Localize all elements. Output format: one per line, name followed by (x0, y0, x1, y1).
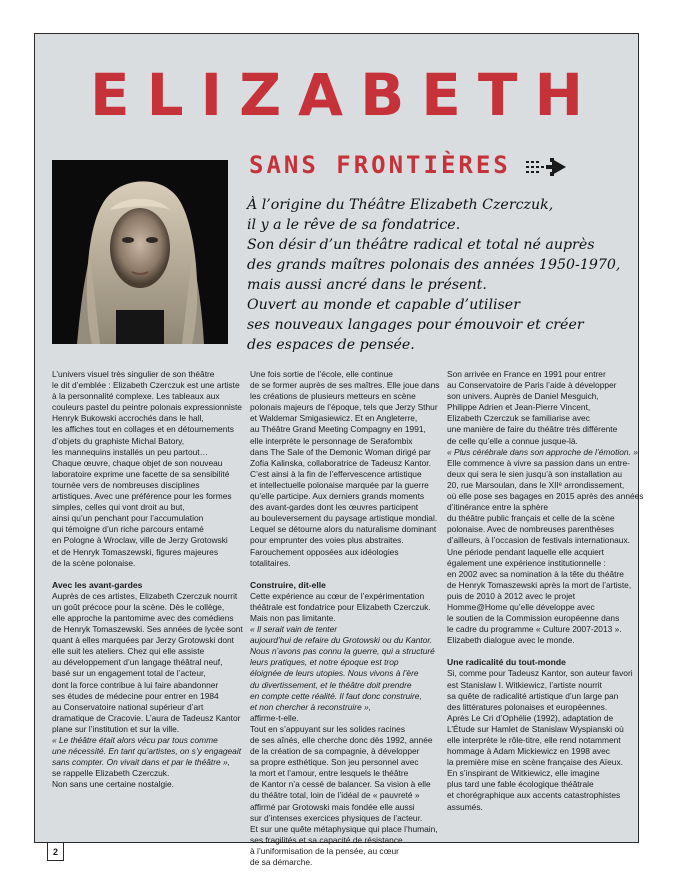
text-line: Après Le Cri d’Ophélie (1992), adaptation de (447, 712, 614, 723)
text-line: Elizabeth Czerczuk se familiarise avec (447, 413, 590, 424)
page-title: ELIZABETH (89, 61, 601, 129)
text-line: et chorégraphique aux accents catastrophistes (447, 790, 621, 801)
text-line: Zofia Kalinska, collaboratrice de Tadeusz Kantor. (250, 457, 431, 468)
text-line: de sa démarche. (250, 857, 313, 868)
text-line: des avant-gardes dont les œuvres participent (250, 502, 419, 513)
text-line: plane sur l’institution et sur la ville. (52, 723, 180, 734)
text-line: à l’uniformisation de la pensée, au cœur (250, 845, 399, 856)
text-line: en Pologne à Wroclaw, ville de Jerzy Grotowski (52, 535, 228, 546)
section-heading: Une radicalité du tout-monde (447, 657, 566, 668)
text-line: et de Henryk Tomaszewski, figures majeures (52, 546, 219, 557)
text-line: théâtrale est fondatrice pour Elizabeth Czerczuk. (250, 601, 431, 612)
text-line: L’Étude sur Hamlet de Stanislaw Wyspianski où (447, 723, 624, 734)
text-line: polonais majeurs de l’époque, tels que Jerzy Sthur (250, 402, 438, 413)
article-column-2 (250, 369, 440, 868)
text-line: laboratoire exprime une facette de sa sensibilité (52, 468, 230, 479)
text-line: une nécessité. En tant qu’artistes, on s’y engageait (52, 746, 242, 757)
text-line: le cadre du programme « Culture 2007-2013 ». (447, 624, 622, 635)
text-line: sa propre esthétique. Son jeu personnel avec (250, 757, 419, 768)
text-line: Elizabeth dialogue avec le monde. (447, 635, 575, 646)
text-line: des littératures polonaises et européennes. (447, 701, 608, 712)
text-line: tournée vers de nombreuses disciplines (52, 479, 200, 490)
text-line: totalitaires. (250, 557, 291, 568)
text-line: sans compter. On vivait dans et par le théâtre », (52, 757, 230, 768)
text-line: dont la force contribue à lui faire abandonner (52, 679, 219, 690)
text-line: de la création de sa compagnie, à développer (250, 746, 420, 757)
text-line: du divertissement, et le théâtre doit prendre (250, 679, 412, 690)
text-line: polonaise. Avec de nombreuses parenthèses (447, 524, 614, 535)
text-line: éloignée de leurs utopies. Nous vivons à l’ère (250, 668, 419, 679)
text-line: Une période pendant laquelle elle acquiert (447, 546, 604, 557)
text-line: au développement d’un langage théâtral neuf, (52, 657, 223, 668)
text-line: le dit d’emblée : Elizabeth Czerczuk est une artiste (52, 380, 240, 391)
text-line: Une fois sortie de l’école, elle continue (250, 369, 393, 379)
text-line: quant à elles marquées par Jerzy Grotowski dont (52, 635, 235, 646)
text-line: simples, celles qui vont droit au but, (52, 502, 185, 513)
text-line: également une expérience institutionnelle : (447, 557, 606, 568)
text-line: les créations de plusieurs metteurs en scène (250, 391, 416, 402)
paragraph (52, 590, 243, 791)
paragraph (447, 369, 644, 646)
text-line: d’itinérance entre la sphère (447, 502, 549, 513)
text-line: Farouchement opposées aux idéologies (250, 546, 399, 557)
text-line: d’objets du graphiste Michal Batory, (52, 435, 185, 446)
text-line: Chaque œuvre, chaque objet de son nouveau (52, 457, 223, 468)
text-line: est Stanislaw I. Witkiewicz, l’artiste nourrit (447, 679, 602, 690)
text-line: et intellectuelle polonaise marquée par la guerre (250, 479, 429, 490)
text-line: son univers. Auprès de Daniel Mesguich, (447, 391, 599, 402)
text-line: « Il serait vain de tenter (250, 624, 338, 635)
intro-line: À l’origine du Théâtre Elizabeth Czerczuk, (247, 197, 554, 213)
text-line: C’est ainsi à la fin de l’effervescence artistique (250, 468, 422, 479)
text-line: la mort et l’amour, entre lesquels le théâtre (250, 768, 409, 779)
paragraph (250, 369, 440, 569)
text-line: Son arrivée en France en 1991 pour entrer (447, 369, 606, 379)
paragraph (52, 369, 242, 569)
text-line: plus tard une fable écologique théâtrale (447, 779, 594, 790)
text-line: où elle pose ses bagages en 2015 après des années (447, 491, 644, 502)
text-line: Henryk Bukowski accrochés dans le hall, (52, 413, 204, 424)
text-line: à la personnalité complexe. Les tableaux aux (52, 391, 220, 402)
portrait-photo (52, 160, 228, 344)
text-line: Nous n’avons pas connu la guerre, qui a structuré (250, 646, 435, 657)
text-line: au bouleversement du paysage artistique mondial. (250, 513, 438, 524)
text-line: de Kantor n’a cessé de balancer. Sa vision à elle (250, 779, 431, 790)
text-line: couleurs pastel du peintre polonais expressionniste (52, 402, 242, 413)
intro-text (247, 195, 627, 355)
text-line: puis de 2010 à 2012 avec le projet (447, 590, 576, 601)
text-line: de Henryk Tomaszewski après la mort de l’artiste, (447, 579, 632, 590)
text-line: artistiques. Avec une préférence pour les formes (52, 491, 232, 502)
text-line: Philippe Adrien et Jean-Pierre Vincent, (447, 402, 591, 413)
paragraph (447, 668, 631, 812)
text-line: Et sur une quête métaphysique qui place l’humain, (250, 823, 438, 834)
text-line: et Waldemar Smigasiewicz. Et en Angleterre, (250, 413, 418, 424)
text-line: dans The Sale of the Demonic Woman dirigé par (250, 446, 431, 457)
text-line: basé sur un engagement total de l’acteur, (52, 668, 206, 679)
page-number: 2 (47, 843, 64, 861)
text-line: les mannequins installés un peu partout… (52, 446, 208, 457)
text-line: les affiches tout en collages et en détournements (52, 424, 234, 435)
section-heading: Construire, dit-elle (250, 579, 326, 590)
text-line: elle interprète le personnage de Serafombix (250, 435, 413, 446)
text-line: elle approche la pantomime avec des comédiens (52, 612, 234, 623)
intro-line: des espaces de pensée. (247, 337, 415, 353)
text-line: Homme@Home qu’elle développe avec (447, 601, 595, 612)
text-line: au Conservatoire de Paris l’aide à développer (447, 380, 617, 391)
intro-line: mais aussi ancré dans le présent. (247, 277, 487, 293)
text-line: ses fragilités et sa capacité de résistance (250, 834, 403, 845)
text-line: de se former auprès de ses maîtres. Elle joue dans (250, 380, 440, 391)
article-column-1 (52, 369, 243, 790)
text-line: d’ailleurs, à l’occasion de festivals internationaux. (447, 535, 630, 546)
section-heading: Avec les avant-gardes (52, 579, 143, 590)
text-line: « Le théâtre était alors vécu par tous comme (52, 735, 218, 745)
text-line: elle suit les ateliers. Chez qui elle assiste (52, 646, 205, 657)
text-line: affirmé par Grotowski mais fondée elle aussi (250, 801, 415, 812)
text-line: qu’elle participe. Aux derniers grands moments (250, 491, 425, 502)
page-subtitle: SANS FRONTIÈRES (249, 151, 511, 179)
text-line: un goût précoce pour la scène. Dès le collège, (52, 601, 225, 612)
text-line: Lequel se détourne alors du naturalisme dominant (250, 524, 437, 535)
text-line: Auprès de ces artistes, Elizabeth Czerczuk nourrit (52, 590, 238, 601)
text-line: pour emprunter des voies plus abstraites. (250, 535, 404, 546)
text-line: affirme-t-elle. (250, 712, 299, 723)
intro-line: Son désir d’un théâtre radical et total né auprès (247, 237, 595, 253)
text-line: Si, comme pour Tadeusz Kantor, son auteur favori (447, 668, 633, 679)
text-line: aujourd’hui de refaire du Grotowski ou du Kantor. (250, 635, 433, 646)
intro-line: il y a le rêve de sa fondatrice. (247, 217, 461, 233)
text-line: du théâtre public français et celle de la scène (447, 513, 615, 524)
text-line: une manière de faire du théâtre très différente (447, 424, 618, 435)
text-line: sur d’intenses exercices physiques de l’acteur. (250, 812, 423, 823)
text-line: au Théâtre Grand Meeting Compagny en 1991, (250, 424, 426, 435)
text-line: sa quête de radicalité artistique d’un large pan (447, 690, 619, 701)
text-line: Elle commence à vivre sa passion dans un entre- (447, 457, 630, 468)
paragraph (250, 590, 438, 868)
text-line: de Henryk Tomaszewski. Ses années de lycée sont (52, 624, 243, 635)
text-line: assumés. (447, 801, 483, 812)
text-line: dramatique de Cracovie. L’aura de Tadeusz Kantor (52, 712, 241, 723)
text-line: le soutien de la Commission européenne dans (447, 613, 620, 624)
text-line: qui témoigne d’un riche parcours entamé (52, 524, 204, 535)
text-line: en compte cette réalité. Il faut donc construire, (250, 690, 422, 701)
text-line: Cette expérience au cœur de l’expérimentation (250, 590, 425, 601)
text-line: Tout en s’appuyant sur les solides racines (250, 723, 406, 734)
text-line: ainsi qu’un penchant pour l’accumulation (52, 513, 204, 524)
intro-line: ses nouveaux langages pour émouvoir et créer (247, 317, 584, 333)
text-line: ses études de médecine pour entrer en 1984 (52, 690, 219, 701)
arrow-icon (524, 156, 568, 178)
text-line: hommage à Adam Mickiewicz en 1998 avec (447, 746, 610, 757)
text-line: de la scène polonaise. (52, 557, 136, 568)
text-line: en 2002 avec sa nomination à la tête du théâtre (447, 568, 624, 579)
intro-line: Ouvert au monde et capable d’utiliser (247, 297, 520, 313)
text-line: au Conservatoire national supérieur d’art (52, 701, 204, 712)
text-line: de celle qu’elle a connue jusque-là. (447, 435, 578, 446)
text-line: du théâtre total, loin de l’idéal de « pauvreté » (250, 790, 420, 801)
article-column-3 (447, 369, 644, 813)
text-line: se rappelle Elizabeth Czerczuk. (52, 768, 170, 779)
text-line: de ses aînés, elle cherche donc dès 1992, année (250, 735, 433, 745)
text-line: leurs pratiques, et notre époque est trop (250, 657, 399, 668)
text-line: 20, rue Marsoulan, dans le XIIᵉ arrondissement, (447, 479, 625, 490)
text-line: et non chercher à reconstruire », (250, 701, 372, 712)
text-line: elle interprète le rôle-titre, elle rend notamment (447, 735, 621, 745)
text-line: Mais non pas limitante. (250, 612, 336, 623)
text-line: En s’inspirant de Witkiewicz, elle imagine (447, 768, 600, 779)
text-line: L’univers visuel très singulier de son théâtre (52, 369, 215, 379)
text-line: Non sans une certaine nostalgie. (52, 779, 174, 790)
text-line: « Plus cérébrale dans son approche de l’émotion. » (447, 446, 638, 457)
intro-line: des grands maîtres polonais des années 1950-1970, (247, 257, 621, 273)
text-line: la première mise en scène française des Aïeux. (447, 757, 623, 768)
text-line: deux qui sera le sien jusqu’à son installation au (447, 468, 623, 479)
